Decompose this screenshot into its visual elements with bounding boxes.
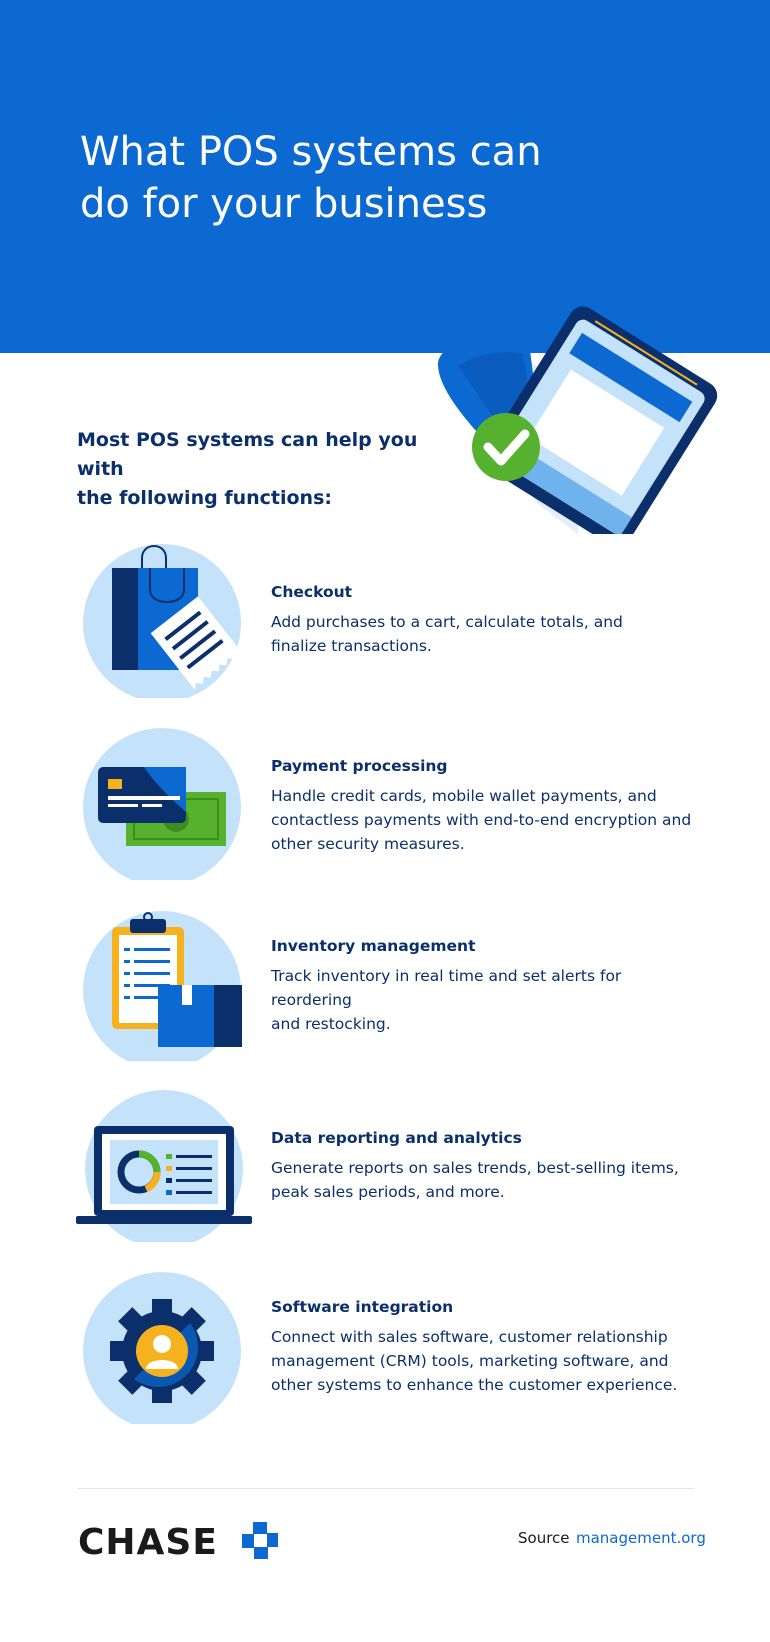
feature-title: Checkout xyxy=(271,583,353,601)
chase-logo[interactable] xyxy=(78,1520,278,1560)
feature-title: Software integration xyxy=(271,1298,454,1316)
feature-inventory-management xyxy=(0,893,770,1063)
description-line: Add purchases to a cart, calculate totals, and xyxy=(271,613,623,631)
shopping-bag-receipt-icon xyxy=(74,530,262,698)
chase-wordmark: CHASE xyxy=(78,1522,218,1560)
laptop-analytics-icon xyxy=(74,1074,262,1242)
page-title-line-1: What POS systems can xyxy=(80,129,542,175)
description-line: Handle credit cards, mobile wallet payments, and xyxy=(271,787,657,805)
feature-description xyxy=(271,964,701,1036)
hero-banner xyxy=(0,0,770,353)
intro-heading xyxy=(77,426,457,513)
description-line: and restocking. xyxy=(271,1015,391,1033)
gear-user-icon xyxy=(74,1256,262,1424)
description-line: finalize transactions. xyxy=(271,637,432,655)
feature-title: Inventory management xyxy=(271,937,476,955)
clipboard-box-icon xyxy=(74,893,262,1061)
description-line: other security measures. xyxy=(271,835,465,853)
feature-title: Payment processing xyxy=(271,757,448,775)
intro-line-1: Most POS systems can help you with xyxy=(77,429,418,480)
feature-description xyxy=(271,1156,701,1204)
feature-title: Data reporting and analytics xyxy=(271,1129,522,1147)
feature-checkout xyxy=(0,530,770,700)
description-line: Connect with sales software, customer relationship xyxy=(271,1328,668,1346)
chase-octagon-icon xyxy=(242,1522,278,1559)
description-line: Generate reports on sales trends, best-selling items, xyxy=(271,1159,679,1177)
source-label: Source xyxy=(518,1529,570,1547)
feature-description xyxy=(271,1325,701,1397)
page-title xyxy=(80,126,550,230)
credit-card-cash-icon xyxy=(74,712,262,880)
description-line: contactless payments with end-to-end encryption and xyxy=(271,811,692,829)
description-line: peak sales periods, and more. xyxy=(271,1183,505,1201)
feature-description xyxy=(271,610,701,658)
page-title-line-2: do for your business xyxy=(80,181,488,227)
feature-data-reporting xyxy=(0,1074,770,1244)
feature-description xyxy=(271,784,701,856)
footer-divider xyxy=(77,1488,694,1489)
intro-line-2: the following functions: xyxy=(77,487,332,509)
pos-terminal-icon xyxy=(438,304,748,534)
description-line: management (CRM) tools, marketing software, and xyxy=(271,1352,669,1370)
source-link[interactable]: management.org xyxy=(576,1529,706,1547)
description-line: Track inventory in real time and set alerts for reordering xyxy=(271,967,622,1009)
feature-software-integration xyxy=(0,1256,770,1426)
feature-payment-processing xyxy=(0,712,770,882)
description-line: other systems to enhance the customer experience. xyxy=(271,1376,678,1394)
